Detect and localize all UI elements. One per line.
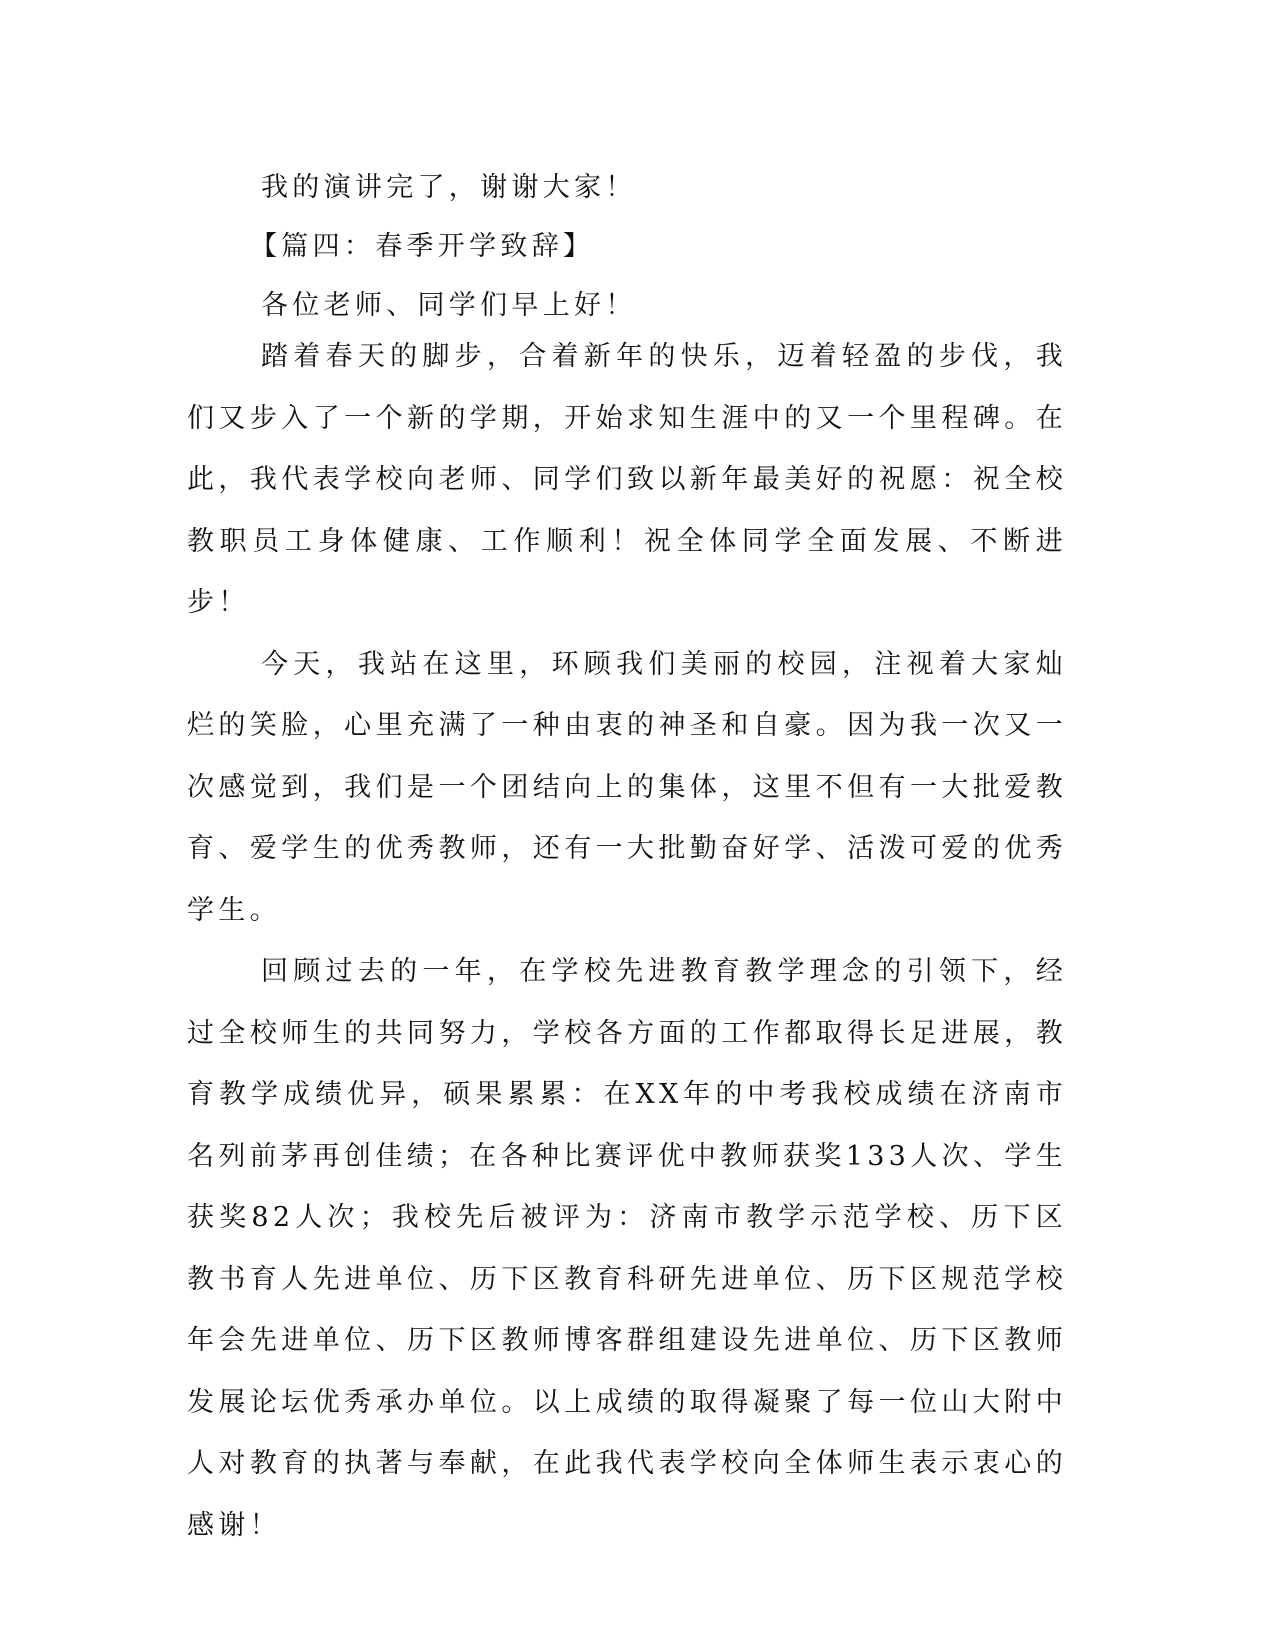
- section-heading: 【篇四：春季开学致辞】: [250, 231, 595, 262]
- greeting-line: 各位老师、同学们早上好！: [261, 290, 637, 321]
- paragraph: 回顾过去的一年，在学校先进教育教学理念的引领下，经过全校师生的共同努力，学校各方面的工作都取得长足进展，教育教学成绩优异，硕果累累：在XX年的中考我校成绩在济南市名列前茅再创佳绩；在各种比赛评优中教师获奖133人次、学生获奖82人次；我校先后被评为：济南市教学示范学校、历下区教书育人先进单位、历下区教育科研先进单位、历下区规范学校年会先进单位、历下区教师博客群组建设先进单位、历下区教师发展论坛优秀承办单位。以上成绩的取得凝聚了每一位山大附中人对教育的执著与奉献，在此我代表学校向全体师生表示衷心的感谢！: [187, 956, 1067, 1541]
- paragraph: 踏着春天的脚步，合着新年的快乐，迈着轻盈的步伐，我们又步入了一个新的学期，开始求知生涯中的又一个里程碑。在此，我代表学校向老师、同学们致以新年最美好的祝愿：祝全校教职员工身体健康、工作顺利！祝全体同学全面发展、不断进步！: [187, 341, 1067, 618]
- paragraph: 今天，我站在这里，环顾我们美丽的校园，注视着大家灿烂的笑脸，心里充满了一种由衷的神圣和自豪。因为我一次又一次感觉到，我们是一个团结向上的集体，这里不但有一大批爱教育、爱学生的优秀教师，还有一大批勤奋好学、活泼可爱的优秀学生。: [187, 648, 1067, 926]
- closing-line: 我的演讲完了，谢谢大家！: [261, 172, 637, 203]
- body-text: [187, 326, 1067, 1556]
